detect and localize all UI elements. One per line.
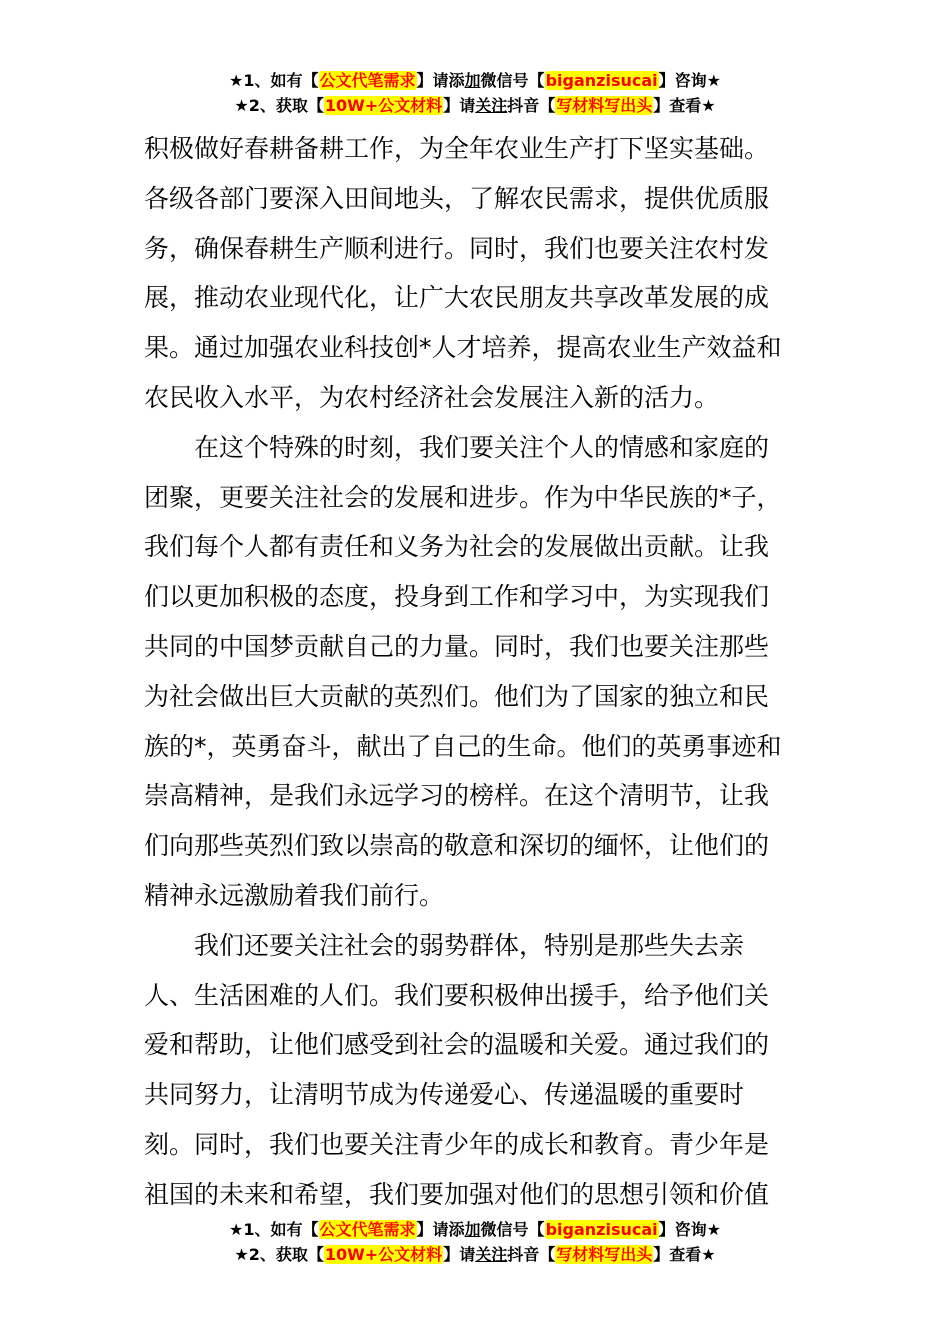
- body-line: 各级各部门要深入田间地头，了解农民需求，提供优质服: [144, 183, 770, 213]
- banner-line-2: [0, 93, 950, 118]
- body-line: 人、生活困难的人们。我们要积极伸出援手，给予他们关: [144, 980, 770, 1010]
- highlight-label: 10W+公文材料: [324, 1245, 443, 1264]
- banner-line-1: [0, 68, 950, 93]
- underlined-text: 加: [464, 71, 481, 90]
- banner-text: 】查看★: [653, 1245, 716, 1264]
- highlight-label: 写材料写出头: [556, 96, 653, 115]
- banner-text: 】咨询★: [658, 71, 721, 90]
- body-line: 为社会做出巨大贡献的英烈们。他们为了国家的独立和民: [144, 681, 770, 711]
- body-line: 务，确保春耕生产顺利进行。同时，我们也要关注农村发: [144, 233, 770, 263]
- underlined-text: 关注: [475, 96, 508, 115]
- banner-text: 抖音【: [507, 96, 556, 115]
- body-line: 我们每个人都有责任和义务为社会的发展做出贡献。让我: [144, 532, 770, 562]
- body-line: 积极做好春耕备耕工作，为全年农业生产打下坚实基础。: [144, 134, 770, 163]
- underlined-text: 关注: [475, 1245, 508, 1264]
- body-line: 爱和帮助，让他们感受到社会的温暖和关爱。通过我们的: [144, 1030, 770, 1060]
- body-line: 果。通过加强农业科技创*人才培养，提高农业生产效益和: [144, 333, 782, 363]
- body-line: 共同努力，让清明节成为传递爱心、传递温暖的重要时: [144, 1080, 745, 1110]
- banner-line-1: [0, 1217, 950, 1242]
- body-line: 崇高精神，是我们永远学习的榜样。在这个清明节，让我: [144, 781, 770, 811]
- banner-text: 】请: [443, 96, 476, 115]
- highlight-label: 10W+公文材料: [324, 96, 443, 115]
- body-line: 团聚，更要关注社会的发展和进步。作为中华民族的*子，: [144, 482, 782, 512]
- body-line: 刻。同时，我们也要关注青少年的成长和教育。青少年是: [144, 1129, 770, 1159]
- banner-text: 】请添: [416, 71, 465, 90]
- banner-text: ★2、获取【: [234, 1245, 324, 1264]
- banner-line-2: [0, 1242, 950, 1267]
- body-line: 们以更加积极的态度，投身到工作和学习中，为实现我们: [144, 582, 770, 612]
- underlined-text: 加: [464, 1220, 481, 1239]
- body-line: 祖国的未来和希望，我们要加强对他们的思想引领和价值: [144, 1179, 770, 1209]
- paragraph-start-line: 我们还要关注社会的弱势群体，特别是那些失去亲: [194, 930, 745, 960]
- header-banner: [0, 68, 950, 118]
- banner-text: ★2、获取【: [234, 96, 324, 115]
- body-line: 农民收入水平，为农村经济社会发展注入新的活力。: [144, 382, 720, 412]
- document-body: [144, 124, 809, 1220]
- banner-text: 】查看★: [653, 96, 716, 115]
- highlight-label: 公文代笔需求: [319, 71, 416, 90]
- footer-banner: [0, 1217, 950, 1267]
- banner-text: 微信号【: [480, 1220, 545, 1239]
- paragraph-start-line: 在这个特殊的时刻，我们要关注个人的情感和家庭的: [194, 432, 770, 462]
- banner-text: 】请添: [416, 1220, 465, 1239]
- highlight-label: 写材料写出头: [556, 1245, 653, 1264]
- body-line: 展，推动农业现代化，让广大农民朋友共享改革发展的成: [144, 283, 770, 313]
- banner-text: ★1、如有【: [229, 71, 319, 90]
- banner-text: ★1、如有【: [229, 1220, 319, 1239]
- body-line: 族的*，英勇奋斗，献出了自己的生命。他们的英勇事迹和: [144, 731, 782, 761]
- body-line: 精神永远激励着我们前行。: [144, 880, 445, 910]
- highlight-label: biganzisucai: [545, 1220, 658, 1239]
- banner-text: 抖音【: [507, 1245, 556, 1264]
- highlight-label: biganzisucai: [545, 71, 658, 90]
- banner-text: 微信号【: [480, 71, 545, 90]
- body-line: 共同的中国梦贡献自己的力量。同时，我们也要关注那些: [144, 631, 770, 661]
- highlight-label: 公文代笔需求: [319, 1220, 416, 1239]
- banner-text: 】请: [443, 1245, 476, 1264]
- banner-text: 】咨询★: [658, 1220, 721, 1239]
- body-line: 们向那些英烈们致以崇高的敬意和深切的缅怀，让他们的: [144, 831, 770, 861]
